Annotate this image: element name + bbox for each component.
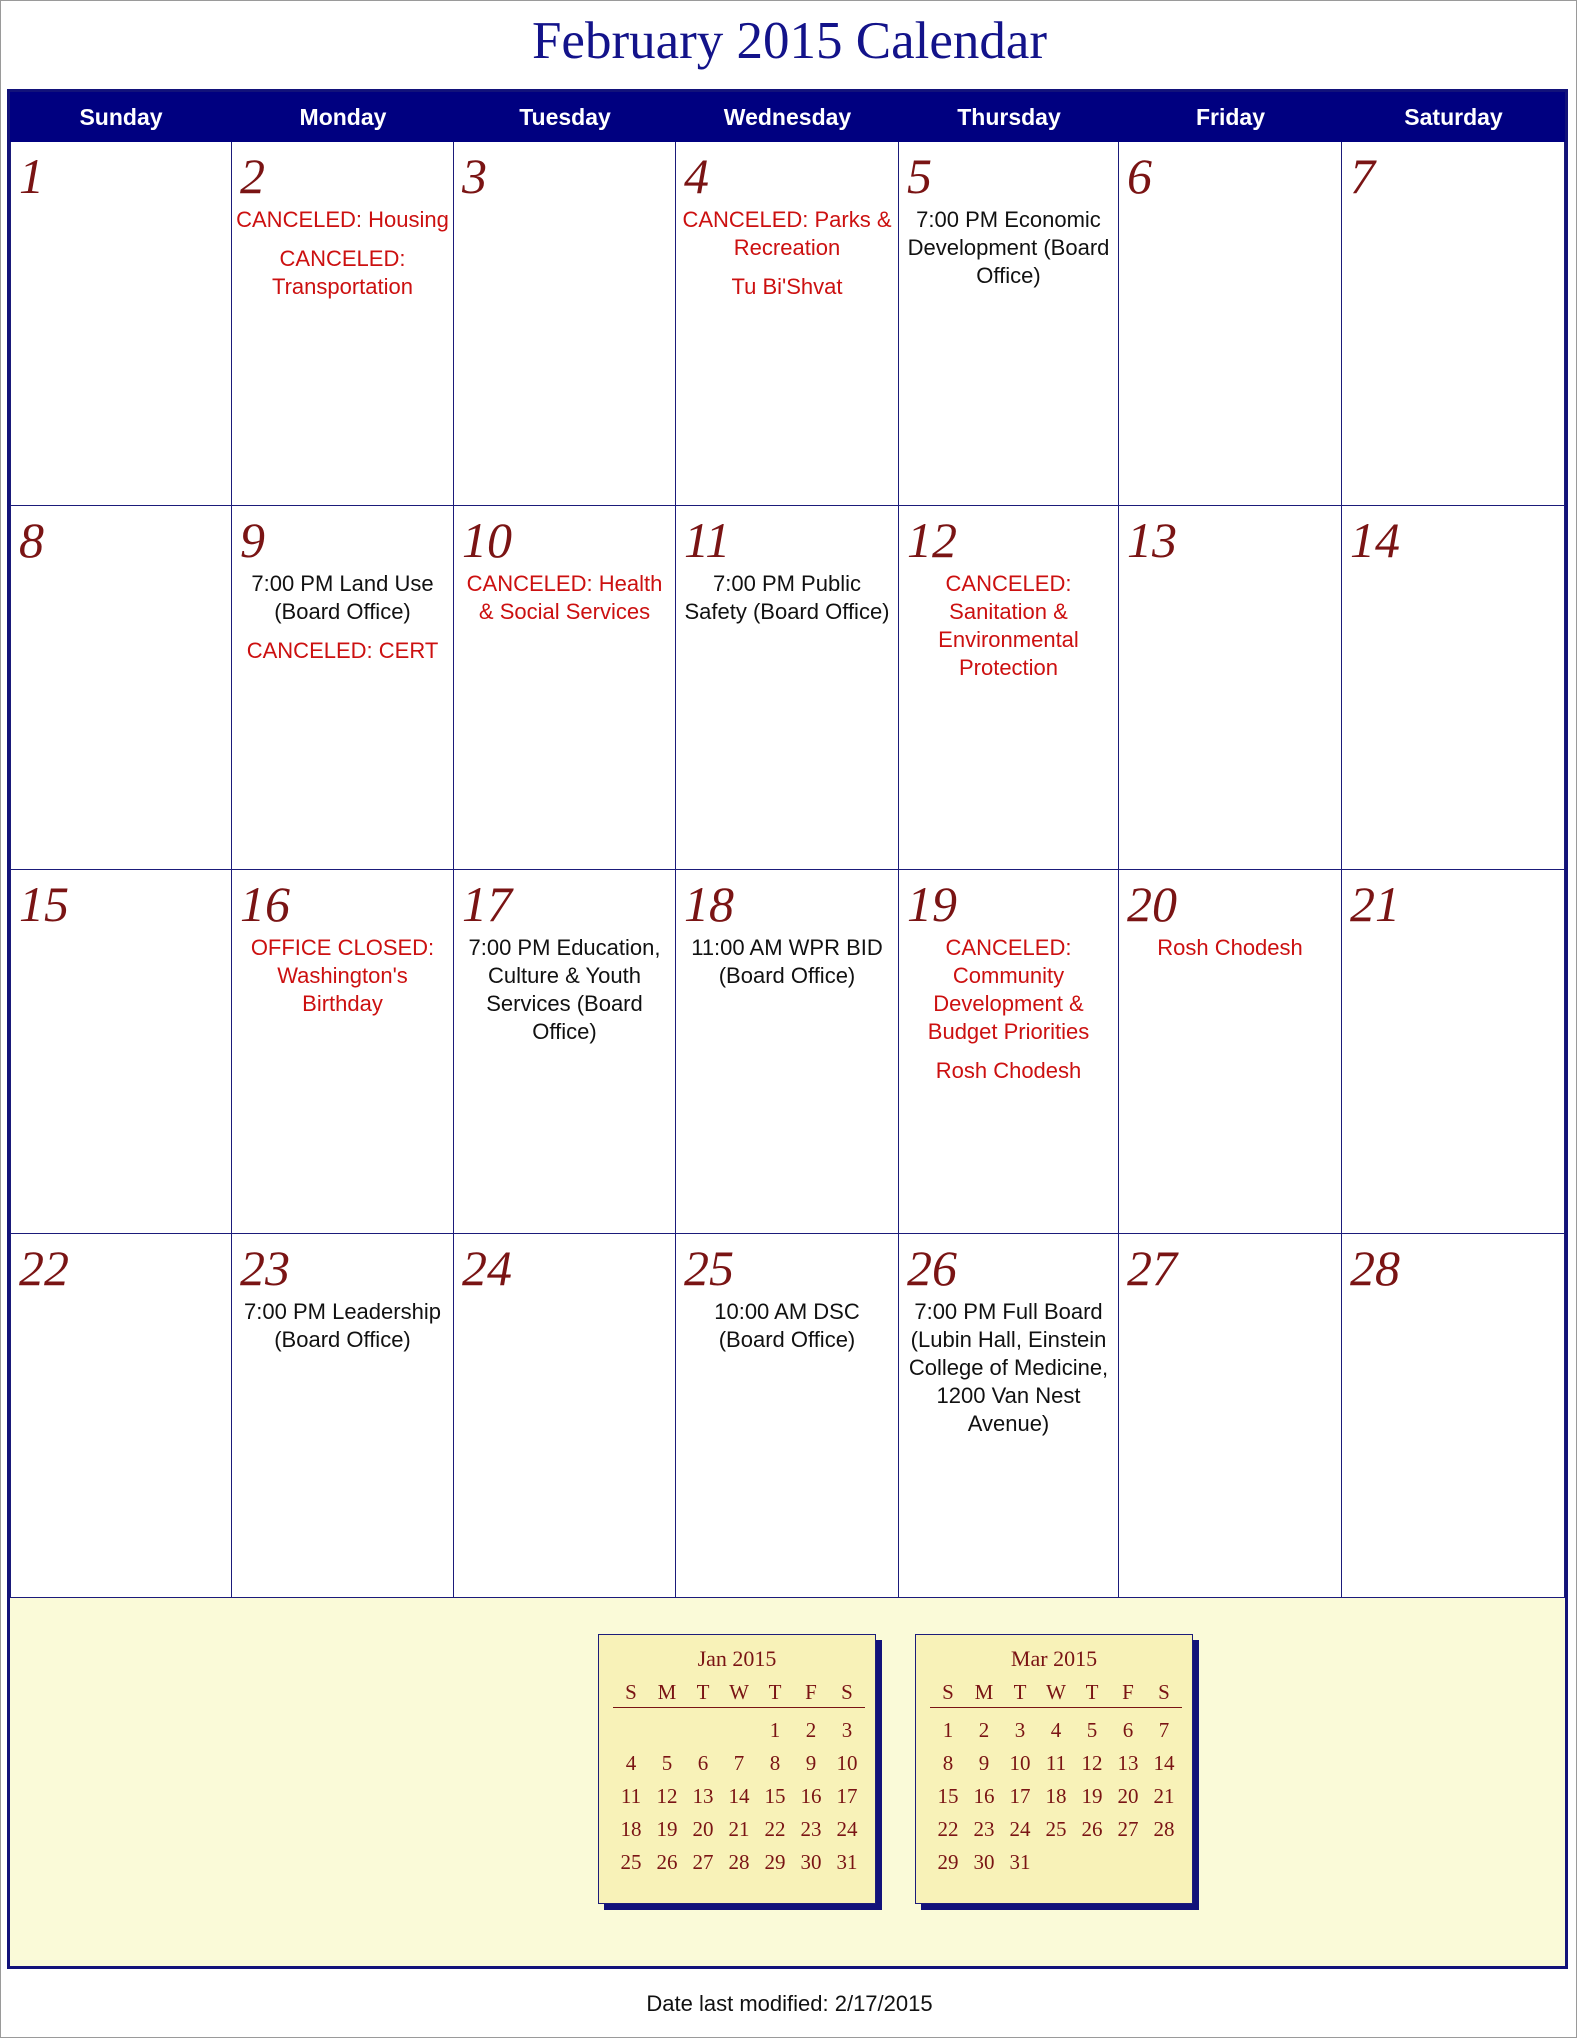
- day-cell-28: [1342, 1234, 1565, 1598]
- mini-calendars-area: [10, 1598, 1565, 1966]
- event-list: [903, 570, 1114, 693]
- mini-weekday-letter: F: [1122, 1680, 1134, 1704]
- weekday-monday: Monday: [299, 104, 387, 130]
- day-cell-8: [10, 506, 232, 870]
- day-number: 6: [1127, 148, 1152, 204]
- mini-date[interactable]: 14: [728, 1784, 750, 1808]
- mini-weekday-letter: W: [1046, 1680, 1066, 1704]
- day-cell-6: [1119, 142, 1342, 506]
- mini-week-row: [930, 1747, 1182, 1780]
- day-number: 4: [684, 148, 709, 204]
- month-grid: [10, 142, 1565, 1598]
- mini-date[interactable]: 16: [800, 1784, 822, 1808]
- day-number: 9: [240, 512, 265, 568]
- mini-date[interactable]: 14: [1153, 1751, 1175, 1775]
- mini-date[interactable]: 28: [1153, 1817, 1175, 1841]
- page-title: February 2015 Calendar: [531, 12, 1048, 70]
- mini-date[interactable]: 10: [836, 1751, 858, 1775]
- mini-date[interactable]: 19: [656, 1817, 678, 1841]
- event-list: [236, 1298, 449, 1365]
- mini-date[interactable]: 1: [942, 1718, 954, 1742]
- mini-date[interactable]: 4: [625, 1751, 637, 1775]
- day-cell-20: [1119, 870, 1342, 1234]
- mini-date: [685, 1714, 721, 1747]
- mini-week-row: [930, 1813, 1182, 1846]
- mini-date: [721, 1714, 757, 1747]
- mini-date-grid: [613, 1714, 865, 1879]
- mini-date[interactable]: 16: [973, 1784, 995, 1808]
- event-item[interactable]: CANCELED: CERT: [246, 638, 439, 663]
- mini-weekday-row: [613, 1677, 865, 1708]
- mini-date[interactable]: 10: [1009, 1751, 1031, 1775]
- event-item[interactable]: CANCELED: Sanitation & Environmental Protection: [938, 571, 1079, 680]
- calendar-container: [7, 89, 1568, 1969]
- day-cell-3: [454, 142, 676, 506]
- day-cell-12: [899, 506, 1119, 870]
- event-item[interactable]: Rosh Chodesh: [935, 1058, 1082, 1083]
- day-cell-17: [454, 870, 676, 1234]
- event-item[interactable]: 7:00 PM Economic Development (Board Office): [907, 207, 1110, 288]
- day-number: 22: [19, 1240, 69, 1296]
- mini-date: [613, 1714, 649, 1747]
- mini-weekday-letter: T: [1085, 1680, 1099, 1704]
- mini-week-row: [613, 1780, 865, 1813]
- event-list: [236, 934, 449, 1029]
- mini-week-row: [930, 1846, 1182, 1879]
- mini-weekday-letter: F: [805, 1680, 817, 1704]
- mini-date[interactable]: 18: [1045, 1784, 1067, 1808]
- mini-week-row: [930, 1780, 1182, 1813]
- day-cell-19: [899, 870, 1119, 1234]
- event-list: [680, 206, 894, 312]
- mini-date[interactable]: 15: [937, 1784, 959, 1808]
- day-number: 23: [240, 1240, 290, 1296]
- event-item[interactable]: 10:00 AM DSC (Board Office): [714, 1299, 860, 1352]
- mini-date[interactable]: 27: [692, 1850, 714, 1874]
- mini-date[interactable]: 2: [978, 1718, 990, 1742]
- event-item[interactable]: Rosh Chodesh: [1157, 935, 1303, 960]
- mini-date[interactable]: 13: [1117, 1751, 1139, 1775]
- mini-date: [1110, 1846, 1146, 1879]
- mini-date[interactable]: 19: [1081, 1784, 1103, 1808]
- mini-date[interactable]: 5: [1086, 1718, 1098, 1742]
- day-number: 27: [1127, 1240, 1177, 1296]
- day-cell-14: [1342, 506, 1565, 870]
- mini-date[interactable]: 30: [973, 1850, 995, 1874]
- day-number: 5: [907, 148, 932, 204]
- event-list: [236, 206, 449, 312]
- day-number: 20: [1127, 876, 1177, 932]
- day-cell-2: [232, 142, 454, 506]
- event-item[interactable]: 7:00 PM Education, Culture & Youth Services (Board Office): [468, 935, 661, 1044]
- mini-calendar-title: Jan 2015: [697, 1646, 777, 1671]
- mini-week-row: [613, 1813, 865, 1846]
- mini-date[interactable]: 11: [1045, 1751, 1067, 1775]
- day-number: 7: [1350, 148, 1375, 204]
- mini-week-row: [930, 1714, 1182, 1747]
- event-list: [680, 570, 894, 637]
- mini-weekday-letter: T: [1013, 1680, 1027, 1704]
- mini-date[interactable]: 7: [733, 1751, 745, 1775]
- day-number: 24: [462, 1240, 512, 1296]
- weekday-header: [10, 92, 1565, 142]
- mini-date[interactable]: 8: [769, 1751, 781, 1775]
- weekday-thursday: Thursday: [957, 104, 1061, 130]
- day-cell-23: [232, 1234, 454, 1598]
- event-item[interactable]: Tu Bi'Shvat: [731, 274, 843, 299]
- mini-calendar-title: Mar 2015: [1010, 1646, 1098, 1671]
- mini-date[interactable]: 12: [656, 1784, 678, 1808]
- mini-date[interactable]: 9: [805, 1751, 817, 1775]
- mini-date[interactable]: 1: [769, 1718, 781, 1742]
- day-cell-18: [676, 870, 899, 1234]
- mini-weekday-letter: T: [696, 1680, 710, 1704]
- day-number: 1: [19, 148, 44, 204]
- event-list: [1123, 934, 1337, 973]
- day-number: 15: [19, 876, 69, 932]
- mini-weekday-row: [930, 1677, 1182, 1708]
- day-cell-24: [454, 1234, 676, 1598]
- event-list: [680, 934, 894, 1001]
- mini-date[interactable]: 29: [764, 1850, 786, 1874]
- mini-date[interactable]: 26: [1081, 1817, 1103, 1841]
- mini-calendar-jan-2015[interactable]: [598, 1634, 876, 1904]
- event-list: [458, 934, 671, 1057]
- mini-date[interactable]: 6: [1122, 1718, 1134, 1742]
- mini-date[interactable]: 2: [805, 1718, 817, 1742]
- mini-date[interactable]: 11: [620, 1784, 642, 1808]
- day-cell-21: [1342, 870, 1565, 1234]
- mini-date[interactable]: 21: [1153, 1784, 1175, 1808]
- day-cell-27: [1119, 1234, 1342, 1598]
- last-modified-text: Date last modified: 2/17/2015: [646, 1991, 933, 2016]
- day-number: 14: [1350, 512, 1400, 568]
- event-item[interactable]: CANCELED: Housing: [236, 207, 449, 232]
- day-number: 3: [462, 148, 487, 204]
- mini-date[interactable]: 9: [978, 1751, 990, 1775]
- mini-date[interactable]: 17: [836, 1784, 858, 1808]
- mini-weekday-letter: W: [729, 1680, 749, 1704]
- day-cell-16: [232, 870, 454, 1234]
- mini-date[interactable]: 22: [937, 1817, 959, 1841]
- mini-date-grid: [930, 1714, 1182, 1879]
- event-list: [903, 934, 1114, 1096]
- mini-week-row: [613, 1747, 865, 1780]
- day-number: 2: [240, 148, 265, 204]
- day-number: 21: [1350, 876, 1400, 932]
- mini-weekday-letter: S: [625, 1680, 637, 1704]
- mini-date[interactable]: 23: [973, 1817, 995, 1841]
- mini-date[interactable]: 25: [620, 1850, 642, 1874]
- mini-date[interactable]: 7: [1158, 1718, 1170, 1742]
- event-item[interactable]: CANCELED: Transportation: [271, 246, 414, 299]
- mini-date[interactable]: 3: [1014, 1718, 1026, 1742]
- day-cell-26: [899, 1234, 1119, 1598]
- mini-date[interactable]: 8: [942, 1751, 954, 1775]
- mini-date[interactable]: 12: [1081, 1751, 1103, 1775]
- day-cell-5: [899, 142, 1119, 506]
- event-list: [236, 570, 449, 676]
- weekday-friday: Friday: [1195, 104, 1266, 130]
- event-item[interactable]: 7:00 PM Public Safety (Board Office): [684, 571, 890, 624]
- mini-date[interactable]: 15: [764, 1784, 786, 1808]
- weekday-tuesday: Tuesday: [519, 104, 611, 130]
- day-number: 25: [684, 1240, 734, 1296]
- mini-date[interactable]: 31: [836, 1850, 858, 1874]
- mini-date[interactable]: 5: [661, 1751, 673, 1775]
- day-cell-11: [676, 506, 899, 870]
- event-item[interactable]: 11:00 AM WPR BID (Board Office): [691, 935, 883, 988]
- mini-date[interactable]: 3: [841, 1718, 853, 1742]
- mini-date[interactable]: 20: [692, 1817, 714, 1841]
- mini-date[interactable]: 4: [1050, 1718, 1062, 1742]
- day-number: 17: [462, 876, 512, 932]
- mini-date[interactable]: 20: [1117, 1784, 1139, 1808]
- mini-date[interactable]: 13: [692, 1784, 714, 1808]
- mini-date[interactable]: 21: [728, 1817, 750, 1841]
- mini-date[interactable]: 23: [800, 1817, 822, 1841]
- day-cell-1: [10, 142, 232, 506]
- day-cell-10: [454, 506, 676, 870]
- mini-weekday-letter: S: [942, 1680, 954, 1704]
- mini-date[interactable]: 27: [1117, 1817, 1139, 1841]
- weekday-sunday: Sunday: [79, 104, 163, 130]
- day-number: 11: [684, 512, 731, 568]
- mini-calendar-mar-2015[interactable]: [915, 1634, 1193, 1904]
- day-cell-15: [10, 870, 232, 1234]
- mini-weekday-letter: M: [657, 1680, 677, 1704]
- weekday-saturday: Saturday: [1404, 104, 1503, 130]
- day-number: 18: [684, 876, 734, 932]
- mini-date[interactable]: 31: [1009, 1850, 1031, 1874]
- event-item[interactable]: 7:00 PM Full Board (Lubin Hall, Einstein College of Medicine, 1200 Van Nest Avenue): [908, 1299, 1109, 1436]
- day-number: 28: [1350, 1240, 1400, 1296]
- mini-date[interactable]: 30: [800, 1850, 822, 1874]
- day-number: 26: [907, 1240, 957, 1296]
- mini-week-row: [613, 1846, 865, 1879]
- event-item[interactable]: CANCELED: Community Development & Budget Priorities: [927, 935, 1090, 1044]
- event-item[interactable]: CANCELED: Health & Social Services: [466, 571, 663, 624]
- mini-date[interactable]: 22: [764, 1817, 786, 1841]
- mini-date[interactable]: 24: [836, 1817, 858, 1841]
- day-number: 16: [240, 876, 290, 932]
- day-cell-13: [1119, 506, 1342, 870]
- day-cell-22: [10, 1234, 232, 1598]
- event-list: [458, 570, 671, 637]
- day-number: 12: [907, 512, 957, 568]
- event-item[interactable]: OFFICE CLOSED: Washington's Birthday: [250, 935, 435, 1016]
- event-item[interactable]: CANCELED: Parks & Recreation: [682, 207, 892, 260]
- day-number: 13: [1127, 512, 1177, 568]
- mini-date[interactable]: 26: [656, 1850, 678, 1874]
- day-number: 19: [907, 876, 957, 932]
- mini-date[interactable]: 29: [937, 1850, 959, 1874]
- mini-weekday-letter: S: [1158, 1680, 1170, 1704]
- mini-date[interactable]: 25: [1045, 1817, 1067, 1841]
- weekday-wednesday: Wednesday: [723, 104, 852, 130]
- mini-weekday-letter: M: [974, 1680, 994, 1704]
- mini-date[interactable]: 6: [697, 1751, 709, 1775]
- mini-date[interactable]: 28: [728, 1850, 750, 1874]
- event-item[interactable]: 7:00 PM Leadership (Board Office): [244, 1299, 441, 1352]
- event-list: [903, 1298, 1114, 1449]
- mini-week-row: [613, 1714, 865, 1747]
- day-cell-25: [676, 1234, 899, 1598]
- day-cell-9: [232, 506, 454, 870]
- day-cell-4: [676, 142, 899, 506]
- mini-weekday-letter: S: [841, 1680, 853, 1704]
- mini-date: [1074, 1846, 1110, 1879]
- event-list: [903, 206, 1114, 301]
- event-list: [680, 1298, 894, 1365]
- mini-date[interactable]: 17: [1009, 1784, 1031, 1808]
- mini-date[interactable]: 24: [1009, 1817, 1031, 1841]
- mini-date: [1146, 1846, 1182, 1879]
- mini-date: [649, 1714, 685, 1747]
- day-number: 8: [19, 512, 44, 568]
- day-number: 10: [462, 512, 512, 568]
- mini-date: [1038, 1846, 1074, 1879]
- event-item[interactable]: 7:00 PM Land Use (Board Office): [251, 571, 434, 624]
- mini-date[interactable]: 18: [620, 1817, 642, 1841]
- mini-weekday-letter: T: [768, 1680, 782, 1704]
- day-cell-7: [1342, 142, 1565, 506]
